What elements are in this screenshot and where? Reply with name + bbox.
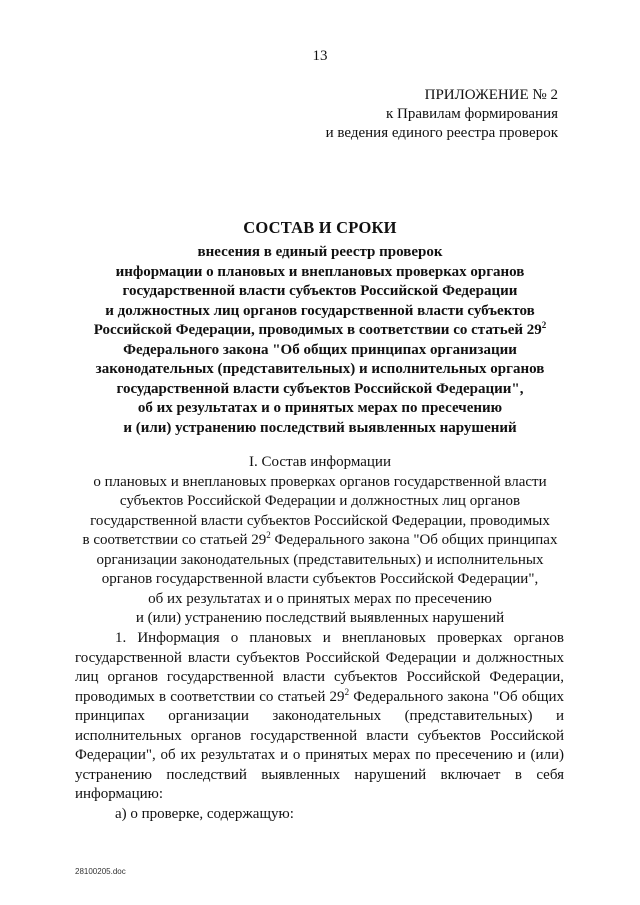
section-text: в соответствии со статьей 29 — [82, 532, 267, 548]
footer-filename: 28100205.doc — [75, 867, 126, 876]
section-line: субъектов Российской Федерации и должностных лиц органов — [119, 493, 521, 509]
appendix-line-1: к Правилам формирования — [385, 106, 558, 122]
section-line: организации законодательных (представительных) и исполнительных — [96, 551, 544, 568]
appendix-label: ПРИЛОЖЕНИЕ № 2 — [424, 87, 558, 103]
page-number: 13 — [312, 48, 328, 64]
body-text — [75, 629, 564, 824]
subtitle-text: Российской Федерации, проводимых в соответствии со статьей 29 — [93, 322, 542, 338]
item-a: а) о проверке, содержащую: — [115, 805, 294, 822]
section-title: I. Состав информации — [249, 454, 391, 470]
superscript: 2 — [344, 686, 350, 697]
subtitle-line: информации о плановых и внеплановых проверках органов — [115, 263, 525, 280]
section-line: об их результатах и о принятых мерах по пресечению — [148, 590, 492, 607]
section-line: о плановых и внеплановых проверках органов государственной власти — [93, 473, 547, 490]
superscript: 2 — [266, 530, 271, 540]
document-subtitle — [0, 243, 640, 438]
appendix-line-2: и ведения единого реестра проверок — [325, 125, 558, 141]
subtitle-line: Федерального закона "Об общих принципах организации — [123, 341, 517, 358]
document-title: СОСТАВ И СРОКИ — [243, 218, 397, 237]
section-line: и (или) устранению последствий выявленных нарушений — [135, 610, 505, 626]
section-line — [0, 531, 640, 551]
section-line: органов государственной власти субъектов Российской Федерации", — [101, 571, 539, 587]
subtitle-line: внесения в единый реестр проверок — [197, 244, 443, 260]
section-line: государственной власти субъектов Российской Федерации, проводимых — [90, 512, 550, 529]
section-heading — [0, 453, 640, 629]
section-text: Федерального закона "Об общих принципах — [270, 532, 558, 548]
superscript: 2 — [541, 320, 547, 330]
subtitle-line: об их результатах и о принятых мерах по пресечению — [137, 400, 503, 416]
paragraph-text: Федерального закона "Об общих принципах организации законодательных (представительных) и исполнительных органов государственной власти субъектов Российской Федерации", об их результатах и о принятых мерах по пресечению и (или) устранению последствий выявленных нарушений включает в себя информацию: — [75, 688, 564, 802]
paragraph-1 — [75, 629, 564, 805]
subtitle-line: законодательных (представительных) и исполнительных органов — [95, 361, 545, 377]
appendix-header — [326, 86, 558, 143]
subtitle-line: и (или) устранению последствий выявленных нарушений — [123, 419, 517, 436]
subtitle-line: государственной власти субъектов Российской Федерации — [122, 283, 518, 299]
subtitle-line — [0, 321, 640, 341]
paragraph-text: 1. Информация о плановых и внеплановых проверках органов государственной власти субъектов Российской Федерации и должностных лиц органов государственной власти субъектов Российской Федерации, проводимых в соответствии со статьей 29 — [75, 630, 564, 705]
subtitle-line: государственной власти субъектов Российской Федерации", — [116, 380, 524, 397]
subtitle-line: и должностных лиц органов государственной власти субъектов — [105, 302, 535, 319]
